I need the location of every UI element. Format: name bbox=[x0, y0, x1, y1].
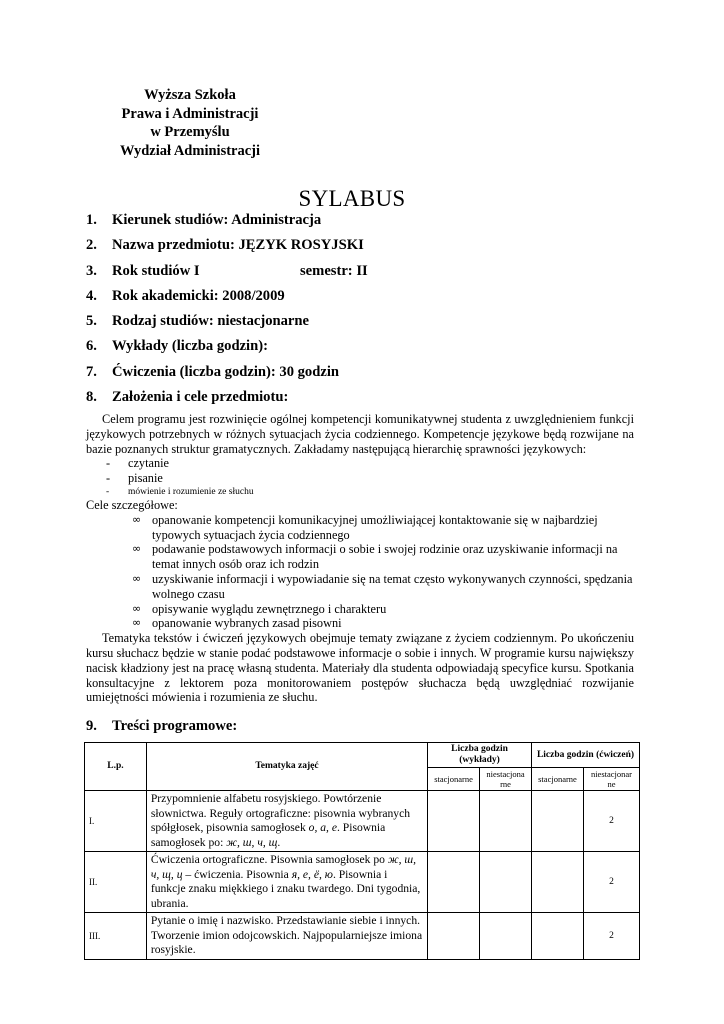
item-text: Ćwiczenia (liczba godzin): 30 godzin bbox=[112, 363, 339, 380]
item-number: 4. bbox=[86, 287, 97, 304]
item-number: 7. bbox=[86, 363, 97, 380]
syllabus-items bbox=[86, 210, 646, 412]
syllabus-item bbox=[86, 261, 646, 286]
goal-item bbox=[132, 542, 634, 572]
row-cell bbox=[532, 913, 584, 960]
goals-label: Cele szczegółowe: bbox=[86, 497, 178, 512]
row-topic: Ćwiczenia ortograficzne. Pisownia samogłosek po ж, ш, ч, щ, ц – ćwiczenia. Pisownia я, е, ё, ю. Pisownia i funkcje znaku miękkiego i znaku twardego. Dni tygodnia, ubrania. bbox=[146, 852, 427, 913]
goal-item bbox=[132, 513, 634, 543]
row-cell bbox=[480, 913, 532, 960]
institution-header bbox=[100, 86, 280, 160]
objectives-section bbox=[86, 412, 634, 705]
header-lp: L.p. bbox=[85, 743, 147, 791]
item-text: Kierunek studiów: Administracja bbox=[112, 212, 322, 228]
section-9-heading bbox=[86, 718, 237, 735]
item-text: Treści programowe: bbox=[112, 718, 238, 734]
header-lectures: Liczba godzin (wykłady) bbox=[428, 743, 532, 768]
item-number: 5. bbox=[86, 313, 97, 330]
row-hours: 2 bbox=[583, 791, 639, 852]
item-number: 9. bbox=[86, 718, 97, 734]
table-row bbox=[85, 852, 640, 913]
goal-text: uzyskiwanie informacji i wypowiadanie się na temat często wykonywanych czynności, spędzania wolnego czasu bbox=[152, 571, 633, 601]
row-lp: III. bbox=[85, 913, 147, 960]
institution-line: Wydział Administracji bbox=[119, 142, 261, 159]
syllabus-item bbox=[86, 336, 646, 361]
row-topic: Przypomnienie alfabetu rosyjskiego. Powtórzenie słownictwa. Reguły ortograficzne: pisownia wybranych spółgłosek, pisownia samogłosek о, а, е. Pisownia samogłosek po: ж, ш, ч, щ. bbox=[146, 791, 427, 852]
infinity-bullet-icon: ∞ bbox=[132, 571, 142, 585]
row-lp: I. bbox=[85, 791, 147, 852]
goal-text: opisywanie wyglądu zewnętrznego i charakteru bbox=[152, 601, 387, 616]
header-topic: Tematyka zajęć bbox=[146, 743, 427, 791]
row-hours: 2 bbox=[583, 913, 639, 960]
row-cell bbox=[428, 913, 480, 960]
item-text: Założenia i cele przedmiotu: bbox=[112, 389, 289, 406]
skill-item: - mówienie i rozumienie ze słuchu bbox=[106, 486, 634, 498]
skill-item: - czytanie bbox=[106, 456, 634, 471]
header-exercises: Liczba godzin (ćwiczeń) bbox=[532, 743, 640, 768]
syllabus-item bbox=[86, 311, 646, 336]
item-text: Rok studiów I bbox=[112, 262, 200, 279]
infinity-bullet-icon: ∞ bbox=[132, 542, 142, 556]
row-cell bbox=[480, 852, 532, 913]
semester-text: semestr: II bbox=[300, 262, 368, 279]
row-hours: 2 bbox=[583, 852, 639, 913]
skills-list bbox=[86, 456, 634, 498]
item-text: Rodzaj studiów: niestacjonarne bbox=[112, 313, 310, 330]
infinity-bullet-icon: ∞ bbox=[132, 512, 142, 526]
goal-item bbox=[132, 602, 634, 617]
institution-line: Wyższa Szkoła bbox=[144, 87, 236, 103]
institution-line: Prawa i Administracji bbox=[121, 105, 259, 122]
goal-item bbox=[132, 572, 634, 602]
row-cell bbox=[428, 852, 480, 913]
row-cell bbox=[532, 852, 584, 913]
item-number: 2. bbox=[86, 237, 97, 254]
syllabus-item bbox=[86, 387, 646, 412]
row-topic: Pytanie o imię i nazwisko. Przedstawianie siebie i innych. Tworzenie imion odojcowskich. Najpopularniejsze imiona rosyjskie. bbox=[146, 913, 427, 960]
skill-item: - pisanie bbox=[106, 471, 634, 486]
row-cell bbox=[480, 791, 532, 852]
item-number: 1. bbox=[86, 212, 97, 228]
header-niestacjonarne: niestacjona rne bbox=[480, 768, 532, 791]
header-stacjonarne: stacjonarne bbox=[532, 768, 584, 791]
item-text: Wykłady (liczba godzin): bbox=[112, 338, 268, 355]
row-cell bbox=[532, 791, 584, 852]
closing-paragraph: Tematyka tekstów i ćwiczeń językowych obejmuje tematy związane z życiem codziennym. Po ukończeniu kursu słuchacz będzie w stanie podać podstawowe informacje o sobie i innych. W programie kursu największy nacisk kładziony jest na pracę własną studenta. Materiały dla studenta odpowiadają specyfice kursu. Spotkania konsultacyjne z lektorem poza monitorowaniem postępów słuchacza będą uwzględniać rozwijanie umiejętności mówienia i rozumienia ze słuchu. bbox=[86, 631, 634, 705]
syllabus-item bbox=[86, 235, 646, 260]
item-number: 6. bbox=[86, 338, 97, 355]
syllabus-item bbox=[86, 286, 646, 311]
row-lp: II. bbox=[85, 852, 147, 913]
table-row bbox=[85, 913, 640, 960]
syllabus-item bbox=[86, 362, 646, 387]
program-table bbox=[84, 742, 640, 960]
goals-list bbox=[86, 513, 634, 631]
infinity-bullet-icon: ∞ bbox=[132, 601, 142, 615]
item-text: Rok akademicki: 2008/2009 bbox=[112, 287, 285, 304]
goal-text: opanowanie wybranych zasad pisowni bbox=[152, 616, 342, 631]
institution-line: w Przemyślu bbox=[150, 124, 230, 140]
header-stacjonarne: stacjonarne bbox=[428, 768, 480, 791]
row-cell bbox=[428, 791, 480, 852]
header-niestacjonarne: niestacjonar ne bbox=[583, 768, 639, 791]
intro-paragraph: Celem programu jest rozwinięcie ogólnej kompetencji komunikatywnej studenta z uwzględnieniem funkcji językowych potrzebnych w różnych sytuacjach życia codziennego. Kompetencje językowe będą rozwijane na bazie poznanych struktur gramatycznych. Zakładamy następującą hierarchię sprawności językowych: bbox=[86, 412, 634, 456]
table-row bbox=[85, 791, 640, 852]
item-text: Nazwa przedmiotu: JĘZYK ROSYJSKI bbox=[112, 237, 364, 254]
infinity-bullet-icon: ∞ bbox=[132, 616, 142, 630]
document-title: SYLABUS bbox=[298, 186, 406, 211]
item-number: 3. bbox=[86, 262, 97, 279]
goal-item bbox=[132, 616, 634, 631]
goal-text: opanowanie kompetencji komunikacyjnej umożliwiającej kontaktowanie się w najbardziej typowych sytuacjach życia codziennego bbox=[152, 512, 598, 542]
syllabus-item bbox=[86, 210, 646, 235]
table-header-row bbox=[85, 743, 640, 768]
item-number: 8. bbox=[86, 389, 97, 406]
goal-text: podawanie podstawowych informacji o sobie i swojej rodzinie oraz uzyskiwanie informacji na temat innych osób oraz ich rodzin bbox=[152, 542, 618, 572]
